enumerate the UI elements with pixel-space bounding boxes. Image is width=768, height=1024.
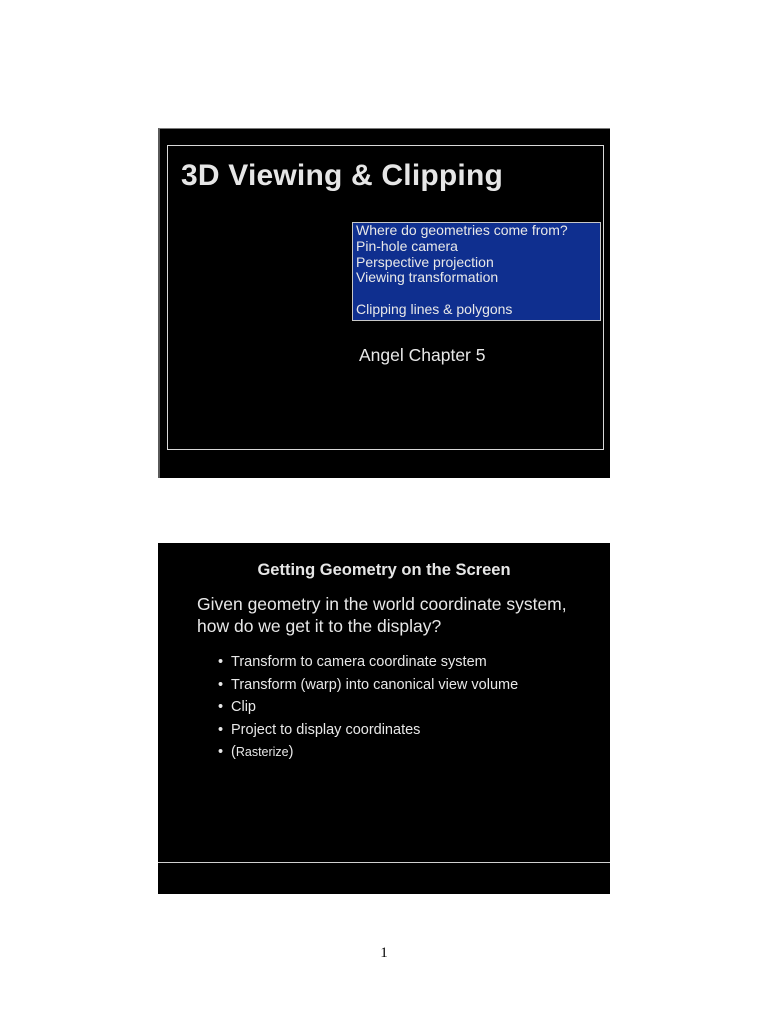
lead-line: Given geometry in the world coordinate system,: [197, 594, 567, 614]
slide-heading: Getting Geometry on the Screen: [257, 561, 511, 579]
page-number: 1: [380, 945, 388, 961]
bullet-paren: ): [288, 744, 294, 760]
bullet-text: Clip: [231, 699, 256, 715]
topic-item: Viewing transformation: [356, 269, 499, 286]
lead-line: how do we get it to the display?: [197, 616, 442, 636]
bullet-list: [218, 651, 518, 764]
bullet-text: Transform (warp) into canonical view volume: [231, 676, 519, 693]
bullet-item: [218, 696, 518, 719]
bullet-item: [218, 741, 518, 764]
bullet-paren: (: [231, 744, 236, 760]
footer-rule: [158, 862, 610, 863]
bullet-item: [218, 651, 518, 674]
bullet-icon: •: [218, 699, 224, 715]
lead-text: [197, 593, 567, 637]
bullet-item: [218, 719, 518, 742]
slide-title: [158, 128, 610, 478]
bullet-text: Project to display coordinates: [231, 721, 421, 738]
topic-item: Pin-hole camera: [356, 237, 458, 254]
bullet-text: Transform to camera coordinate system: [231, 654, 487, 670]
topic-item: Perspective projection: [356, 253, 494, 270]
chapter-reference: Angel Chapter 5: [359, 345, 486, 365]
bullet-item: [218, 674, 518, 697]
slide-title-text: 3D Viewing & Clipping: [181, 159, 503, 192]
topics-box: [352, 222, 601, 321]
slide-geometry: [158, 543, 610, 894]
bullet-icon: •: [218, 744, 224, 760]
bullet-icon: •: [218, 721, 224, 738]
bullet-text: Rasterize: [235, 745, 289, 759]
bullet-icon: •: [218, 654, 224, 670]
bullet-icon: •: [218, 676, 224, 693]
topic-spacer: [356, 286, 600, 302]
topic-item: Where do geometries come from?: [356, 222, 568, 238]
topic-item: Clipping lines & polygons: [356, 300, 513, 317]
